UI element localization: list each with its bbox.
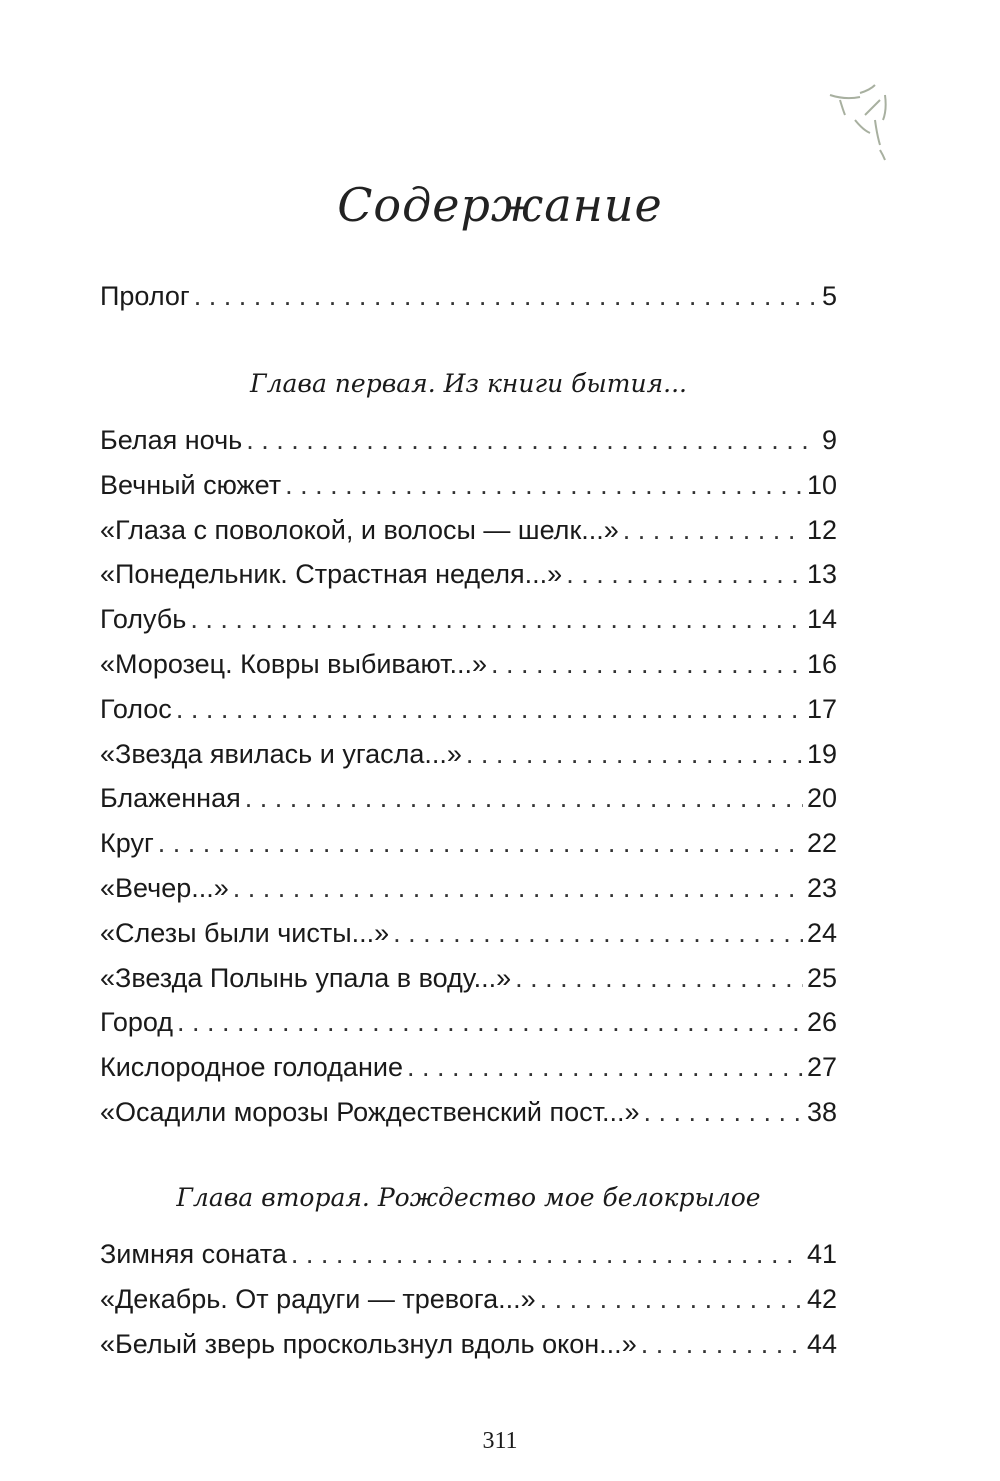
dot-leader	[291, 1232, 803, 1277]
entry-title: Кислородное голодание	[100, 1052, 403, 1083]
entry-page: 27	[806, 1052, 837, 1083]
dot-leader	[644, 1090, 803, 1135]
toc-entry	[100, 1322, 837, 1367]
toc-entry	[100, 597, 837, 642]
toc-entry	[100, 274, 837, 319]
toc-entry	[100, 776, 837, 821]
dot-leader	[466, 732, 803, 777]
entry-page: 24	[806, 917, 837, 948]
entry-title: «Понедельник. Страстная неделя...»	[100, 559, 563, 590]
entry-page: 44	[806, 1328, 837, 1359]
toc-entry	[100, 1000, 837, 1045]
entry-title: Голос	[100, 693, 172, 724]
entry-page: 17	[806, 693, 837, 724]
entry-title: «Звезда Полынь упала в воду...»	[100, 962, 512, 993]
chapter-heading: Глава вторая. Рождество мое белокрылое	[176, 1183, 761, 1212]
dot-leader	[158, 821, 803, 866]
chapter-heading: Глава первая. Из книги бытия...	[250, 369, 687, 398]
toc-entry	[100, 1090, 837, 1135]
entry-page: 5	[821, 281, 837, 311]
toc-entry	[100, 1277, 837, 1322]
entry-page: 10	[806, 469, 837, 500]
toc-entry	[100, 821, 837, 866]
dot-leader	[515, 956, 803, 1001]
dot-leader	[623, 508, 803, 553]
entry-title: «Слезы были чисты...»	[100, 917, 390, 948]
toc-entry	[100, 911, 837, 956]
entry-title: Белая ночь	[100, 425, 243, 455]
toc-entry	[100, 732, 837, 777]
toc-prologue	[100, 274, 837, 319]
toc-entry	[100, 687, 837, 732]
entry-title: «Белый зверь проскользнул вдоль окон...»	[100, 1328, 637, 1359]
entry-title: «Вечер...»	[100, 872, 229, 903]
dot-leader	[177, 1000, 803, 1045]
toc-entry	[100, 866, 837, 911]
entry-title: «Морозец. Ковры выбивают...»	[100, 648, 488, 679]
toc-entry	[100, 552, 837, 597]
toc-chapter-2	[100, 1178, 837, 1366]
entry-page: 38	[806, 1096, 837, 1127]
dot-leader	[566, 552, 803, 597]
entry-title: «Осадили морозы Рождественский пост...»	[100, 1096, 640, 1127]
entry-page: 14	[806, 604, 837, 635]
toc-entry	[100, 642, 837, 687]
dot-leader	[407, 1045, 803, 1090]
dot-leader	[641, 1322, 803, 1367]
dot-leader	[245, 776, 803, 821]
entry-page: 19	[806, 738, 837, 769]
entry-title: Город	[100, 1007, 174, 1038]
toc-entry	[100, 1045, 837, 1090]
dot-leader	[540, 1277, 803, 1322]
entry-title: Зимняя соната	[100, 1239, 287, 1269]
toc-entry	[100, 463, 837, 508]
toc-chapter-1	[100, 364, 837, 1135]
dot-leader	[246, 418, 818, 463]
entry-page: 25	[806, 962, 837, 993]
entry-page: 12	[806, 514, 837, 545]
dot-leader	[285, 463, 803, 508]
toc-entry	[100, 1232, 837, 1277]
dot-leader	[176, 687, 803, 732]
dot-leader	[190, 597, 803, 642]
entry-title: «Звезда явилась и угасла...»	[100, 738, 462, 769]
entry-page: 42	[806, 1283, 837, 1314]
dot-leader	[393, 911, 803, 956]
page-title: Содержание	[337, 178, 663, 232]
entry-title: Голубь	[100, 604, 187, 635]
entry-page: 23	[806, 872, 837, 903]
entry-page: 13	[806, 559, 837, 590]
toc-entry	[100, 508, 837, 553]
toc-entry	[100, 418, 837, 463]
corner-ornament-icon	[815, 75, 915, 165]
entry-title: «Декабрь. От радуги — тревога...»	[100, 1283, 536, 1314]
page-number: 311	[482, 1428, 518, 1454]
entry-page: 9	[821, 425, 837, 455]
entry-title: Вечный сюжет	[100, 469, 282, 500]
entry-page: 16	[806, 648, 837, 679]
entry-page: 26	[806, 1007, 837, 1038]
entry-title: «Глаза с поволокой, и волосы — шелк...»	[100, 514, 619, 545]
entry-page: 20	[806, 783, 837, 814]
entry-title: Пролог	[100, 281, 190, 311]
dot-leader	[233, 866, 803, 911]
dot-leader	[491, 642, 803, 687]
entry-title: Блаженная	[100, 783, 241, 814]
dot-leader	[194, 274, 818, 319]
entry-page: 22	[806, 828, 837, 859]
entry-page: 41	[806, 1239, 837, 1269]
entry-title: Круг	[100, 828, 154, 859]
toc-entry	[100, 956, 837, 1001]
